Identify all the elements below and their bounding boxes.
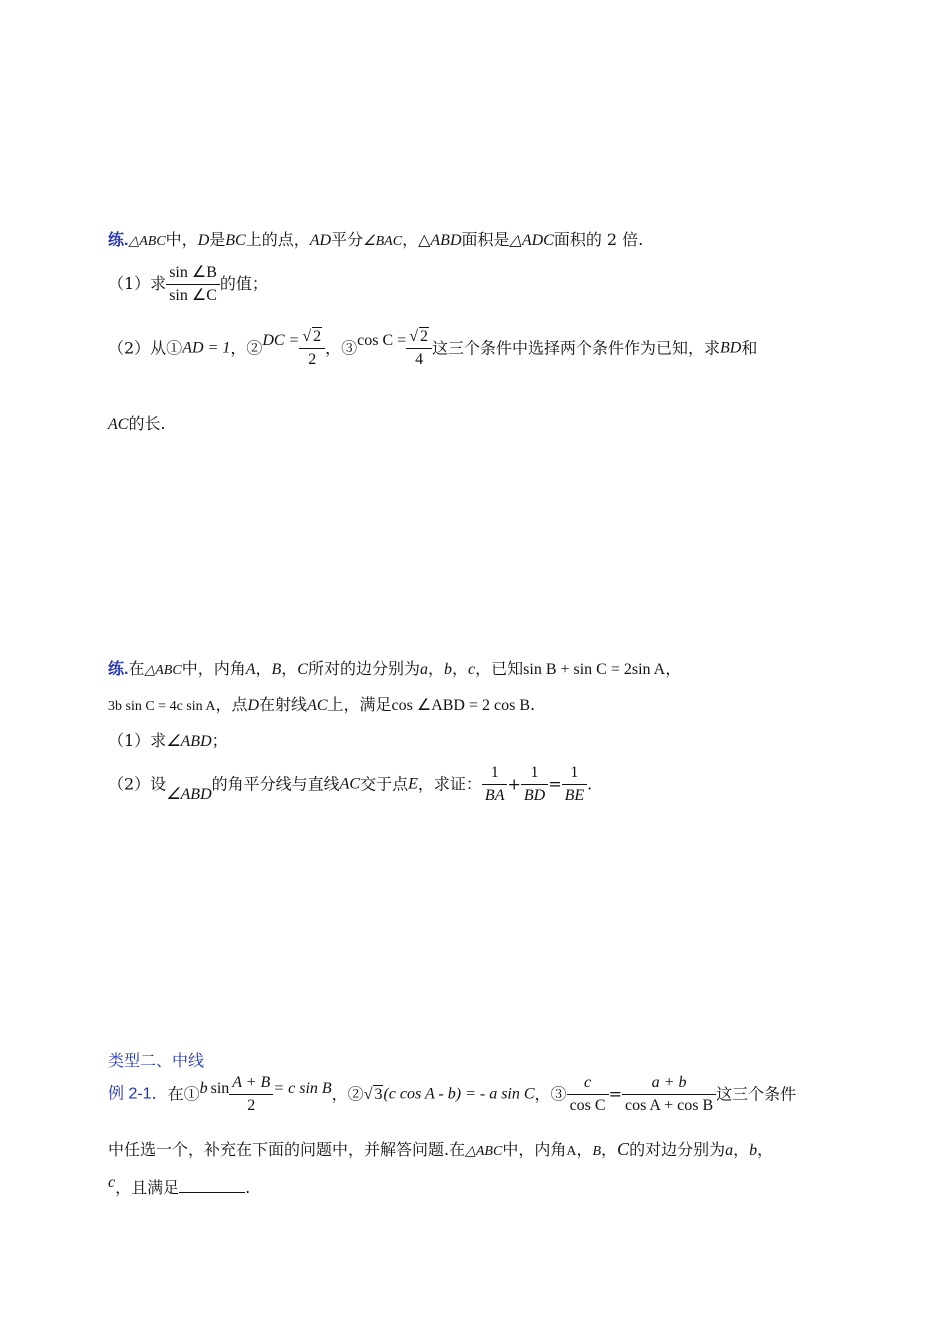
- angle-a: A: [245, 661, 256, 678]
- fraction-denominator: 2: [308, 351, 317, 368]
- text: ，: [281, 659, 298, 678]
- practice-label: 练.: [108, 661, 129, 678]
- fraction-numerator: 1: [482, 762, 508, 785]
- fraction-numerator: sin ∠B: [166, 262, 220, 285]
- text: 的角平分线与直线: [211, 774, 340, 794]
- fraction-denominator: cos C: [569, 1097, 606, 1114]
- condition-2-left: DC =: [262, 332, 300, 349]
- example-2-1-statement: [108, 1072, 796, 1117]
- question-label: （1）求: [108, 731, 167, 750]
- fraction-1-over-be: [562, 762, 588, 807]
- text: 在①: [167, 1084, 200, 1104]
- text: 的长.: [128, 414, 166, 433]
- fraction-sinB-sinC: [166, 262, 220, 307]
- problem2-statement-cont: [108, 693, 535, 719]
- segment-ac: AC: [108, 416, 129, 433]
- text: .: [245, 1178, 251, 1197]
- text: 所对的边分别为: [307, 659, 420, 678]
- section-heading: 类型二、中线: [108, 1053, 205, 1070]
- angle-bac: ∠BAC: [363, 234, 403, 249]
- text: ，: [733, 1140, 750, 1159]
- fraction-sqrt2-over-4: [406, 326, 432, 371]
- side-c: c: [468, 661, 476, 678]
- segment-bd: BD: [719, 339, 742, 357]
- text: .: [587, 774, 593, 794]
- point-e: E: [408, 775, 418, 793]
- text: 的值；: [219, 274, 268, 293]
- sqrt-radicand: 2: [313, 328, 322, 345]
- equals-sign: =: [548, 774, 562, 794]
- side-b: b: [749, 1142, 758, 1159]
- angle-c: C: [297, 661, 308, 678]
- text: ，: [255, 659, 272, 678]
- problem2-statement: [108, 657, 681, 683]
- fraction-denominator: BA: [484, 787, 505, 804]
- text: ，③: [534, 1084, 567, 1104]
- segment-ad: AD: [309, 232, 332, 249]
- angle-abd: ∠ABD: [166, 786, 212, 803]
- fraction-denominator: 2: [247, 1097, 256, 1114]
- answer-blank[interactable]: [179, 1178, 245, 1193]
- text: ，△: [402, 230, 431, 249]
- text: 是: [209, 230, 226, 249]
- fraction-numerator: a + b: [622, 1072, 716, 1095]
- text: 面积是: [461, 230, 510, 249]
- side-b: b: [199, 1080, 208, 1097]
- equation-3bsinC: 3b sin C = 4c sin A: [108, 699, 216, 714]
- side-a: a: [419, 661, 428, 678]
- text: 面积的 2 倍.: [553, 230, 644, 249]
- sin-function: sin: [210, 1080, 230, 1097]
- question-label: （2）从①: [108, 338, 183, 358]
- fraction-denominator: cos A + cos B: [624, 1097, 714, 1114]
- text: 在射线: [259, 695, 308, 714]
- fraction-a-plus-b-over-cos-sum: [622, 1072, 716, 1117]
- text: 上，满足: [327, 695, 392, 714]
- fraction-numerator: √ 2: [299, 326, 325, 349]
- fraction-numerator: A + B: [229, 1072, 273, 1095]
- text: ，: [665, 659, 682, 678]
- sqrt-3: √ 3: [363, 1085, 383, 1103]
- fraction-denominator: BE: [564, 787, 585, 804]
- fraction-denominator: sin ∠C: [169, 287, 217, 304]
- practice-label: 练.: [108, 232, 129, 249]
- fraction-numerator: √ 2: [406, 326, 432, 349]
- side-a: a: [725, 1142, 734, 1159]
- example-label: 例 2-1．: [108, 1085, 168, 1103]
- text: ，③: [325, 338, 358, 358]
- text: 上的点，: [245, 230, 310, 249]
- text: ，: [757, 1140, 774, 1159]
- sqrt-radicand: 3: [374, 1085, 383, 1103]
- segment-bc: BC: [225, 232, 246, 249]
- text: 中，内角: [181, 659, 246, 678]
- ray-ac: AC: [307, 697, 328, 714]
- angle-b: B: [271, 661, 282, 678]
- text: ，: [427, 659, 444, 678]
- fraction-numerator: 1: [562, 762, 588, 785]
- fraction-sqrt2-over-2: [299, 326, 325, 371]
- problem2-question1: [108, 729, 228, 754]
- angle-a: A: [566, 1144, 577, 1159]
- equation-rhs: = c sin B: [273, 1080, 332, 1097]
- side-c: c: [108, 1174, 116, 1191]
- triangle-abc: △ABC: [465, 1144, 503, 1159]
- fraction-a-plus-b-over-2: [229, 1072, 273, 1117]
- triangle-adc: △ADC: [509, 232, 554, 249]
- triangle-abd: ABD: [430, 232, 462, 249]
- problem2-question2: [108, 762, 592, 807]
- triangle-abc: △ABC: [144, 663, 182, 678]
- question-label: （1）求: [108, 274, 167, 293]
- text: ，求证：: [417, 774, 482, 794]
- equals-sign: =: [608, 1084, 622, 1104]
- text: ，: [452, 659, 469, 678]
- text: ；: [211, 731, 228, 750]
- fraction-denominator: BD: [523, 787, 546, 804]
- equation-condition-2: (c cos A - b) = - a sin C: [383, 1085, 535, 1103]
- example-2-1-statement-cont: [108, 1137, 773, 1164]
- text: 中任选一个，补充在下面的问题中，并解答问题.在: [108, 1140, 466, 1159]
- text: .: [530, 695, 536, 714]
- text: 这三个条件: [716, 1084, 797, 1104]
- text: ，: [601, 1140, 618, 1159]
- condition-3-left: cos C =: [357, 332, 407, 349]
- text: 的对边分别为: [629, 1140, 726, 1159]
- fraction-denominator: 4: [415, 351, 424, 368]
- example-2-1-statement-end: [108, 1176, 250, 1201]
- condition-1: AD = 1: [182, 339, 231, 357]
- text: ，②: [230, 338, 263, 358]
- angle-b: B: [592, 1144, 602, 1159]
- point-d: D: [247, 697, 260, 714]
- text: ，: [576, 1140, 593, 1159]
- text: ，②: [331, 1084, 364, 1104]
- problem1-statement: [108, 228, 643, 254]
- text: ，点: [215, 695, 248, 714]
- text: 和: [741, 338, 758, 358]
- fraction-numerator: 1: [521, 762, 548, 785]
- question-label: （2）设: [108, 774, 167, 794]
- side-b: b: [444, 661, 452, 678]
- text: ，且满足: [115, 1178, 180, 1197]
- text: 交于点: [360, 774, 409, 794]
- plus-sign: +: [507, 774, 521, 794]
- problem1-question2-cont: [108, 412, 166, 437]
- triangle-abc: △ABC: [128, 234, 166, 249]
- angle-abd: ∠ABD: [166, 733, 212, 750]
- angle-c: C: [617, 1139, 630, 1159]
- text: 平分: [331, 230, 364, 249]
- text: 在: [128, 659, 145, 678]
- text: ，已知: [475, 659, 524, 678]
- sqrt-radicand: 2: [419, 328, 428, 345]
- problem1-question1: [108, 262, 268, 307]
- equation-sine-sum: sin B + sin C = 2sin A: [523, 661, 666, 678]
- fraction-numerator: c: [567, 1072, 609, 1095]
- text: 这三个条件中选择两个条件作为已知，求: [431, 338, 720, 358]
- equation-cos-abd: cos ∠ABD = 2 cos B: [391, 697, 531, 714]
- text: 中，内角: [502, 1140, 567, 1159]
- line-ac: AC: [339, 775, 361, 793]
- fraction-1-over-ba: [482, 762, 508, 807]
- point-d: D: [197, 232, 210, 249]
- text: 中，: [165, 230, 198, 249]
- problem1-question2: [108, 326, 757, 371]
- fraction-c-over-cosC: [567, 1072, 609, 1117]
- fraction-1-over-bd: [521, 762, 548, 807]
